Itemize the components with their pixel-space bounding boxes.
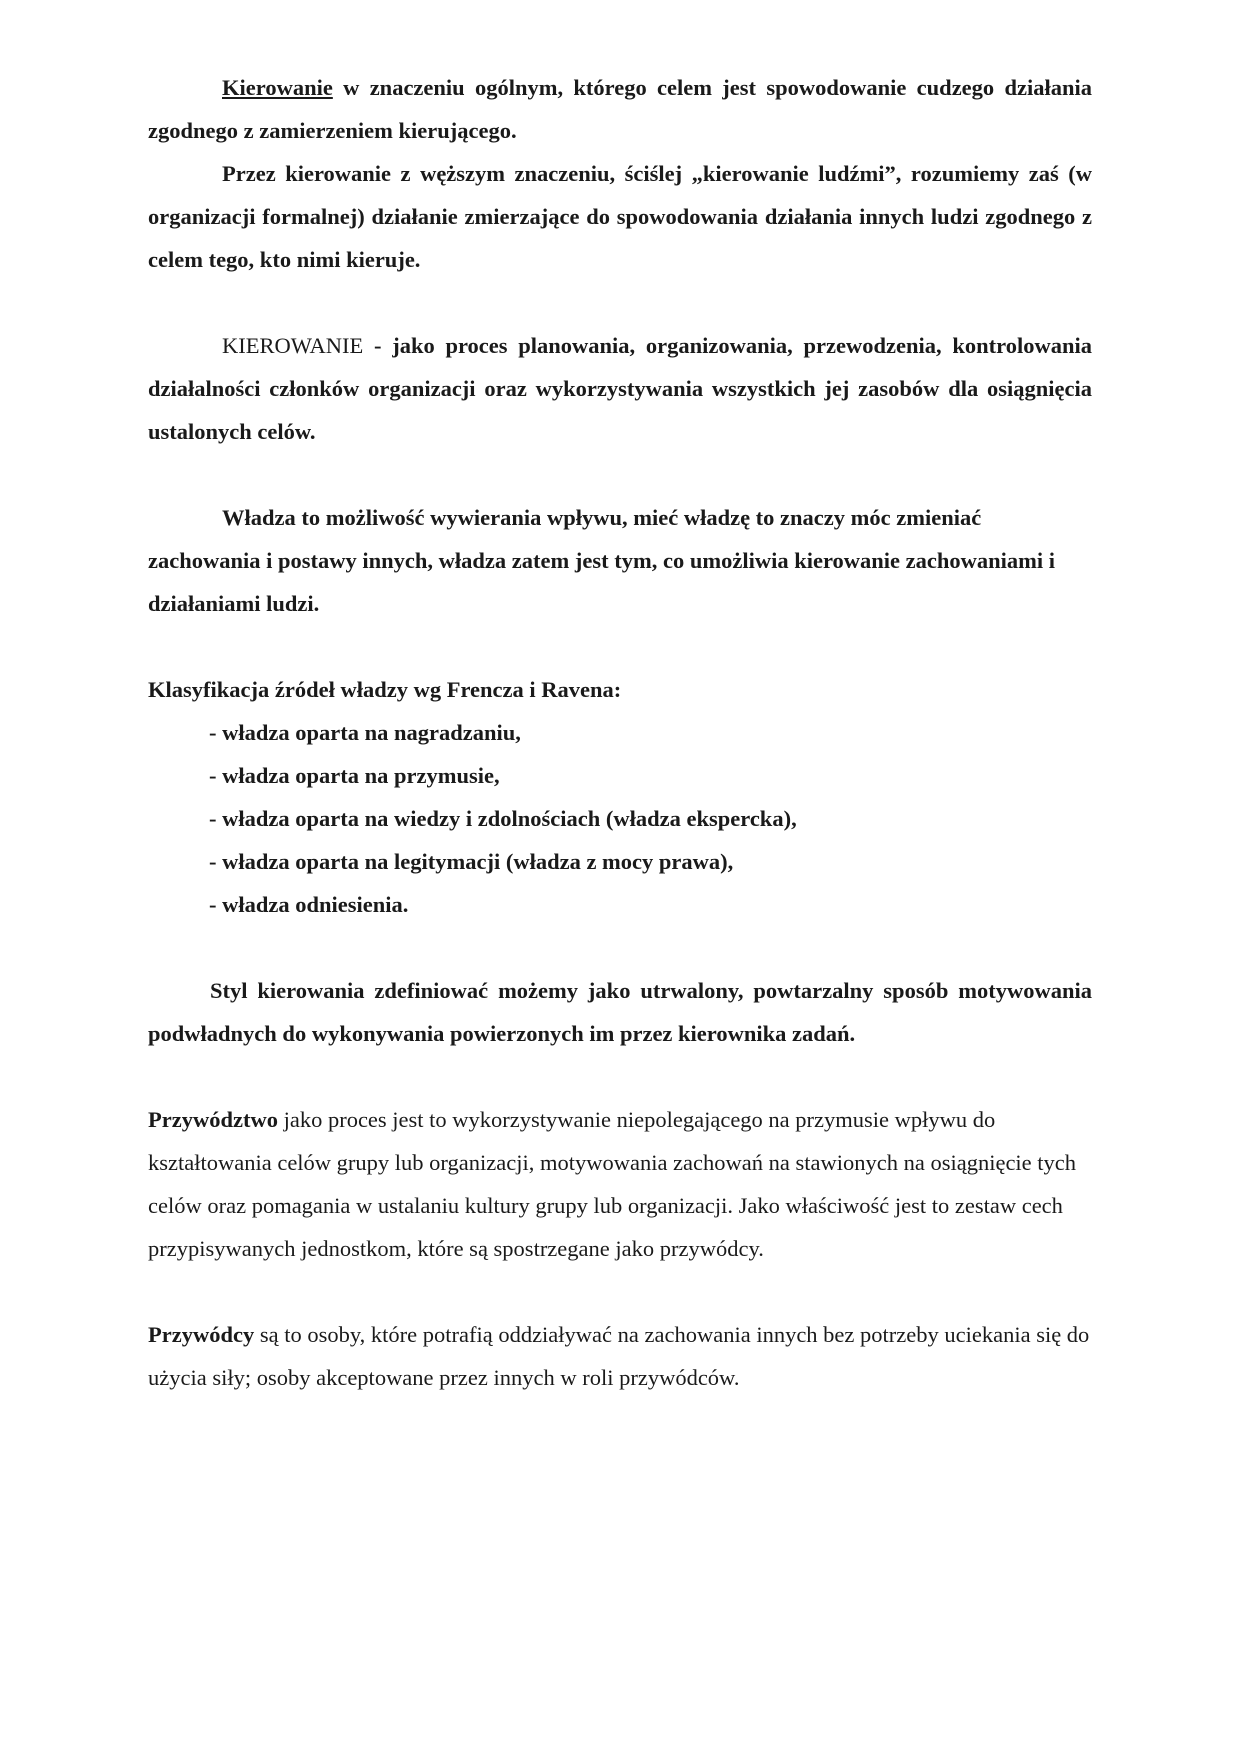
list-item: - władza oparta na nagradzaniu, (209, 720, 521, 745)
classification-heading: Klasyfikacja źródeł władzy wg Frencza i Ravena: (148, 677, 622, 702)
paragraph-text: jako proces jest to wykorzystywanie niepolegającego na przymusie wpływu do kształtowania celów grupy lub organizacji, motywowania zachowań na stawionych na osiągnięcie tych celów oraz pomagania w ustalaniu kultury grupy lub organizacji. Jako właściwość jest to zestaw cech przypisywanych jednostkom, które są spostrzegane jako przywódcy. (148, 1107, 1077, 1261)
list-item: - władza oparta na przymusie, (209, 763, 500, 788)
list-item: - władza oparta na legitymacji (władza z mocy prawa), (209, 849, 734, 874)
paragraph-text: Przez kierowanie z węższym znaczeniu, ściślej „kierowanie ludźmi”, rozumiemy zaś (w organizacji formalnej) działanie zmierzające do spowodowania działania innych ludzi zgodnego z celem tego, kto nimi kieruje. (148, 161, 1092, 272)
paragraph-kierowanie-ludzmi (148, 152, 1092, 281)
paragraph-wladza (148, 496, 1092, 625)
term-kierowanie: Kierowanie (222, 75, 333, 100)
paragraph-text: - jako proces planowania, organizowania, przewodzenia, kontrolowania działalności członków organizacji oraz wykorzystywania wszystkich jej zasobów dla osiągnięcia ustalonych celów. (148, 333, 1092, 444)
paragraph-text: w znaczeniu ogólnym, którego celem jest spowodowanie cudzego działania zgodnego z zamierzeniem kierującego. (148, 75, 1092, 143)
term-przywodcy: Przywódcy (148, 1322, 255, 1347)
paragraph-kierowanie-definition (148, 66, 1092, 152)
term-przywodztwo: Przywództwo (148, 1107, 278, 1132)
paragraph-przywodztwo (148, 1098, 1092, 1270)
term-kierowanie-caps: KIEROWANIE (222, 333, 364, 358)
paragraph-styl-kierowania (148, 969, 1092, 1055)
paragraph-kierowanie-proces (148, 324, 1092, 453)
paragraph-text: Styl kierowania zdefiniować możemy jako utrwalony, powtarzalny sposób motywowania podwładnych do wykonywania powierzonych im przez kierownika zadań. (148, 978, 1092, 1046)
classification-list (148, 711, 1092, 926)
paragraph-przywodcy (148, 1313, 1092, 1399)
list-item: - władza oparta na wiedzy i zdolnościach (władza ekspercka), (209, 806, 797, 831)
list-item: - władza odniesienia. (209, 892, 409, 917)
paragraph-text: są to osoby, które potrafią oddziaływać na zachowania innych bez potrzeby uciekania się do użycia siły; osoby akceptowane przez innych w roli przywódców. (148, 1322, 1090, 1390)
paragraph-text: Władza to możliwość wywierania wpływu, mieć władzę to znaczy móc zmieniać zachowania i postawy innych, władza zatem jest tym, co umożliwia kierowanie zachowaniami i działaniami ludzi. (148, 505, 1056, 616)
document-page (148, 66, 1092, 1399)
